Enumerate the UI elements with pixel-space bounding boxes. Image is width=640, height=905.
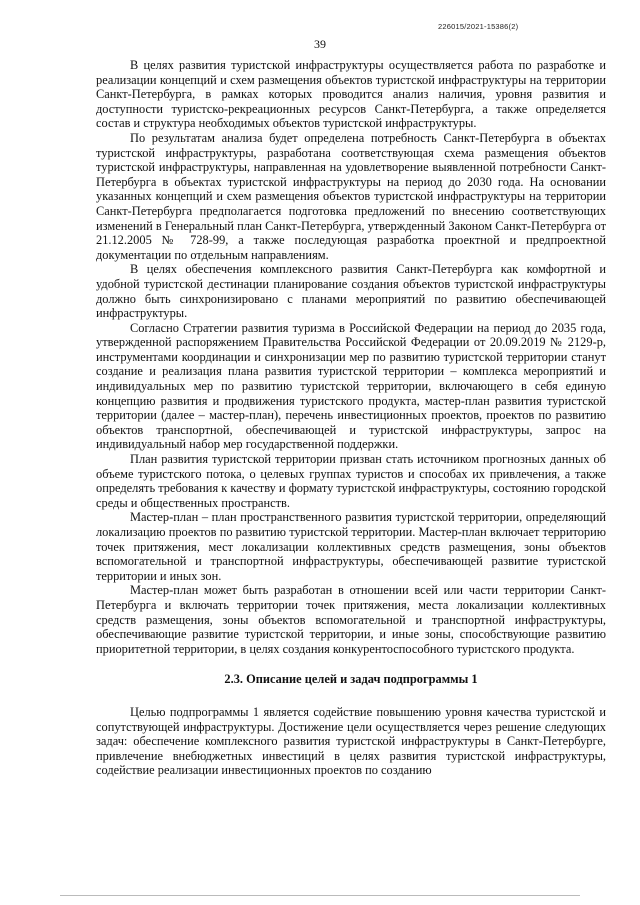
- page-number: 39: [314, 37, 326, 51]
- paragraph: План развития туристской территории призван стать источником прогнозных данных об объеме туристского потока, о целевых группах туристов и способах их привлечения, а также определять требования к качеству и формату туристской инфраструктуры, состоянию городской среды и общественных пространств.: [96, 452, 606, 510]
- paragraph: В целях развития туристской инфраструктуры осуществляется работа по разработке и реализации концепций и схем размещения объектов туристской инфраструктуры на территории Санкт-Петербурга, в рамках которых проводится анализ наличия, уровня развития и доступности туристско-рекреационных ресурсов Санкт-Петербурга, а также определяется состав и структура необходимых объектов туристской инфраструктуры.: [96, 58, 606, 131]
- paragraph: В целях обеспечения комплексного развития Санкт-Петербурга как комфортной и удобной туристской дестинации планирование создания объектов туристской инфраструктуры должно быть синхронизировано с планами мероприятий по развитию обеспечивающей инфраструктуры.: [96, 262, 606, 321]
- paragraph: По результатам анализа будет определена потребность Санкт-Петербурга в объектах туристской инфраструктуры, разработана соответствующая схема размещения объектов туристской инфраструктуры, направленная на удовлетворение выявленной потребности Санкт-Петербурга в объектах туристской инфраструктуры на период до 2030 года. На основании указанных концепций и схем размещения объектов туристской инфраструктуры на территории Санкт-Петербурга предполагается подготовка предложений по внесению соответствующих изменений в Генеральный план Санкт-Петербурга, утвержденный Законом Санкт-Петербурга от 21.12.2005 № 728-99, а также последующая разработка проектной и предпроектной документации по отдельным направлениям.: [96, 130, 606, 262]
- section-heading: 2.3. Описание целей и задач подпрограммы 1: [224, 672, 478, 687]
- paragraph: Мастер-план может быть разработан в отношении всей или части территории Санкт-Петербурга и включать территории точек притяжения, места локализации коллективных средств размещения, зоны объектов вспомогательной и транспортной инфраструктуры, обеспечивающие развитие туристской территории, и иные зоны, способствующие развитию приоритетной территории, в целях создания конкурентоспособного туристского продукта.: [96, 583, 606, 656]
- paragraph: Согласно Стратегии развития туризма в Российской Федерации на период до 2035 года, утвержденной распоряжением Правительства Российской Федерации от 20.09.2019 № 2129-р, инструментами координации и синхронизации мер по развитию туристской территории станут создание и реализация плана развития туристской территории – комплекса мероприятий и индивидуальных мер по развитию туристской территории, включающего в себя единую концепцию развития и продвижения туристского продукта, мастер-план развития туристской территории (далее – мастер-план), перечень инвестиционных проектов, проектов по развитию объектов транспортной, обеспечивающей и туристской инфраструктуры, запрос на индивидуальный набор мер государственной поддержки.: [96, 320, 606, 452]
- document-id: 226015/2021-15386(2): [438, 22, 519, 31]
- page-bottom-edge: [60, 895, 580, 896]
- document-body: [96, 58, 606, 778]
- section-paragraph: Целью подпрограммы 1 является содействие повышению уровня качества туристской и сопутствующей инфраструктуры. Достижение цели осуществляется через решение следующих задач: обеспечение комплексного развития туристской инфраструктуры в Санкт-Петербурге, привлечение внебюджетных инвестиций в целях развития туристской инфраструктуры, содействие реализации инвестиционных проектов по созданию: [96, 704, 606, 778]
- paragraph: Мастер-план – план пространственного развития туристской территории, определяющий локализацию проектов по развитию туристской территории. Мастер-план включает территорию точек притяжения, мест локализации коллективных средств размещения, зоны объектов вспомогательной и транспортной инфраструктуры, обеспечивающей развитие туристской территории и иных зон.: [96, 510, 606, 583]
